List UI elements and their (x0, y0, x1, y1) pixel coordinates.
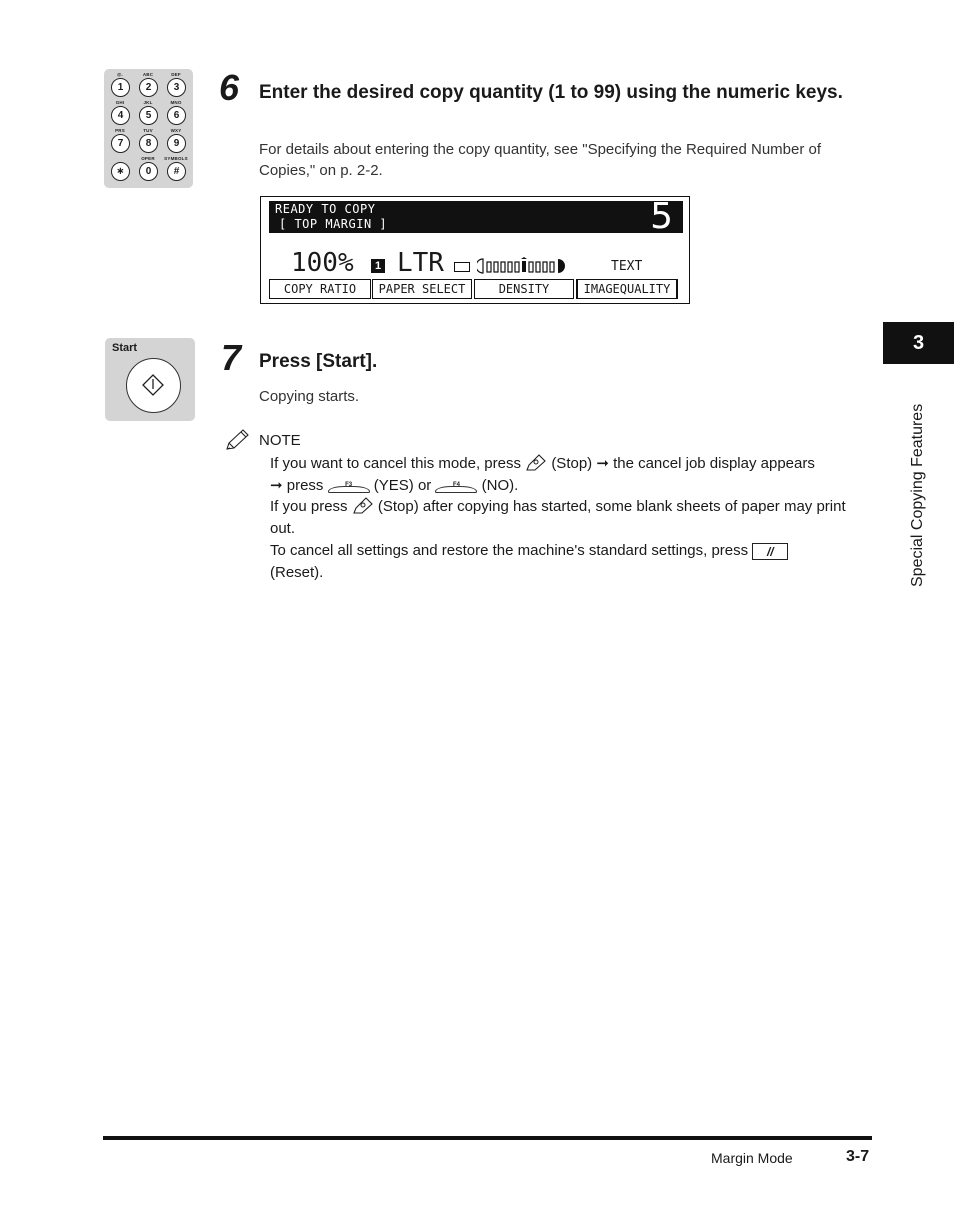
key-letters: PRS (115, 128, 125, 133)
softkey-density: DENSITY (474, 279, 574, 299)
f3-key-icon (328, 478, 370, 494)
key-1: 1 (111, 78, 130, 97)
step-description: Copying starts. (259, 388, 360, 405)
lcd-display (260, 196, 690, 304)
step-heading: Enter the desired copy quantity (1 to 99) using the numeric keys. (259, 82, 843, 103)
note-paragraph (270, 540, 874, 583)
lcd-status-bar (269, 196, 683, 237)
note-paragraph (270, 496, 874, 539)
f4-key-icon (435, 478, 477, 494)
note-paragraph (270, 453, 874, 496)
footer-rule (103, 1136, 872, 1140)
f4-key-label: F4 (452, 481, 460, 488)
reset-key-icon: // (752, 543, 788, 560)
lcd-copy-quantity: 5 (650, 196, 673, 237)
key-letters: OPER (141, 156, 155, 161)
lcd-tray-number: 1 (371, 259, 385, 273)
lcd-status-line: READY TO COPY (275, 202, 376, 216)
key-letters: @. (116, 72, 124, 77)
key-7: 7 (111, 134, 130, 153)
lcd-image-mode: TEXT (611, 259, 643, 274)
softkey-copy-ratio: COPY RATIO (269, 279, 371, 299)
key-letters: MNO (170, 100, 182, 105)
chapter-title: Special Copying Features (909, 403, 926, 587)
key-asterisk: ∗ (111, 162, 130, 181)
lcd-copy-ratio: 100% (291, 248, 354, 278)
start-button-icon (126, 358, 181, 413)
start-key-illustration (105, 338, 195, 421)
f3-key-label: F3 (345, 481, 353, 488)
lcd-paper-size: LTR (397, 248, 444, 278)
note-text: (Reset). (270, 563, 324, 581)
note-text: (NO). (481, 476, 519, 494)
key-letters: WXY (170, 128, 182, 133)
key-letters: GHI (115, 100, 125, 105)
note-text: If you press (270, 498, 348, 515)
lcd-mode-line: [ TOP MARGIN ] (279, 217, 388, 231)
footer-section-title: Margin Mode (711, 1150, 793, 1166)
softkey-image-quality: IMAGEQUALITY (576, 279, 678, 299)
note-text: ➞ press (270, 476, 324, 494)
key-0: 0 (139, 162, 158, 181)
step-number: 6 (219, 67, 240, 108)
pencil-note-icon (224, 428, 250, 452)
paper-orientation-icon (454, 262, 470, 272)
key-letters: JKL (143, 100, 153, 105)
note-text: To cancel all settings and restore the machine's standard settings, press (270, 542, 749, 559)
step-description: For details about entering the copy quantity, see "Specifying the Required Number of Copies," on p. 2-2. (259, 141, 822, 179)
key-6: 6 (167, 106, 186, 125)
key-9: 9 (167, 134, 186, 153)
softkey-paper-select: PAPER SELECT (372, 279, 472, 299)
stop-key-icon (525, 453, 547, 471)
chapter-tab: 3 (883, 322, 954, 364)
key-2: 2 (139, 78, 158, 97)
note-text: If you want to cancel this mode, press (270, 455, 521, 472)
start-key-label: Start (112, 342, 138, 354)
chapter-title-vertical (905, 372, 931, 592)
numeric-keypad-illustration (104, 69, 193, 188)
key-letters: ABC (142, 72, 154, 77)
key-8: 8 (139, 134, 158, 153)
density-scale-icon (477, 257, 573, 275)
step-heading: Press [Start]. (259, 351, 378, 372)
note-title: NOTE (259, 432, 301, 449)
key-3: 3 (167, 78, 186, 97)
note-text: (Stop) after copying has started, some blank sheets of paper may print out. (270, 498, 846, 537)
key-letters: TUV (143, 128, 153, 133)
note-text: (Stop) ➞ the cancel job display appears (551, 455, 815, 472)
stop-key-icon (352, 496, 374, 514)
key-5: 5 (139, 106, 158, 125)
key-letters: SYMBOLS (164, 156, 188, 161)
page-number: 3-7 (846, 1148, 870, 1165)
key-hash: # (167, 162, 186, 181)
key-4: 4 (111, 106, 130, 125)
key-letters: DEF (171, 72, 181, 77)
step-number: 7 (221, 337, 242, 378)
note-text: (YES) or (373, 476, 432, 494)
